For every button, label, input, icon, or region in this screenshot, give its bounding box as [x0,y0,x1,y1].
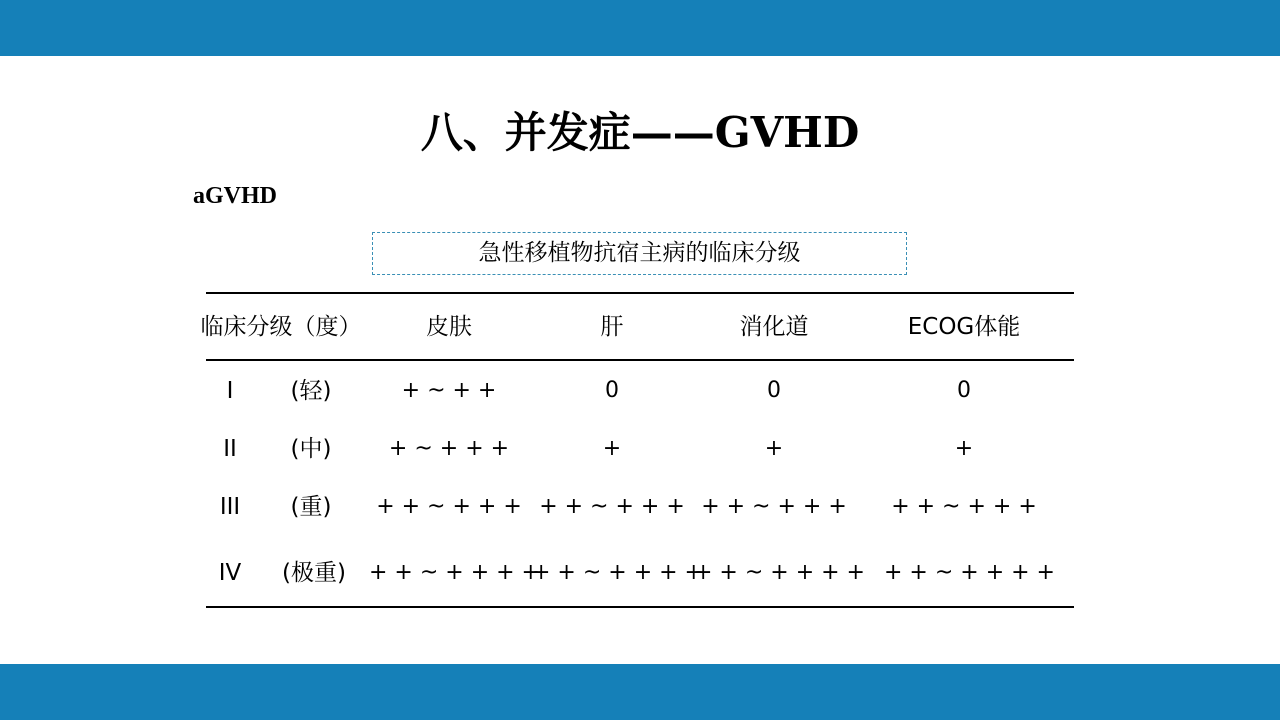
header-liver: 肝 [600,314,624,340]
row-gi: 0 [767,378,781,403]
row-gi: + + ~ + + + [701,494,847,519]
row-gi: + [764,436,784,461]
row-skin: + + ~ + + + + [369,560,540,585]
table-bottom-rule [206,606,1074,608]
row-level: (中) [290,436,332,462]
header-skin: 皮肤 [426,314,472,340]
row-level: (重) [290,494,332,520]
row-liver: + + ~ + + + + [532,560,703,585]
header-ecog: ECOG体能 [907,314,1021,340]
row-skin: + ~ + + [401,378,497,403]
row-level: (轻) [290,378,332,404]
table-caption: 急性移植物抗宿主病的临床分级 [372,232,907,275]
row-grade: III [219,494,241,520]
row-skin: + ~ + + + [388,436,510,461]
row-ecog: 0 [957,378,971,403]
row-skin: + + ~ + + + [376,494,522,519]
row-liver: + + ~ + + + [539,494,685,519]
bottom-banner [0,664,1280,720]
row-grade: IV [218,560,242,586]
header-gi: 消化道 [739,314,809,340]
row-grade: I [226,378,234,404]
row-level: (极重) [282,560,346,586]
slide-title: 八、并发症——GVHD [420,108,860,157]
row-gi: + + ~ + + + + [694,560,865,585]
top-banner [0,0,1280,56]
table-header-rule [206,359,1074,361]
table-top-rule [206,292,1074,294]
header-grade: 临床分级（度） [200,314,362,340]
row-ecog: + + ~ + + + + [884,560,1055,585]
row-ecog: + [954,436,974,461]
row-liver: + [602,436,622,461]
row-grade: II [223,436,237,462]
row-liver: 0 [605,378,619,403]
section-subtitle: aGVHD [193,183,277,209]
row-ecog: + + ~ + + + [891,494,1037,519]
